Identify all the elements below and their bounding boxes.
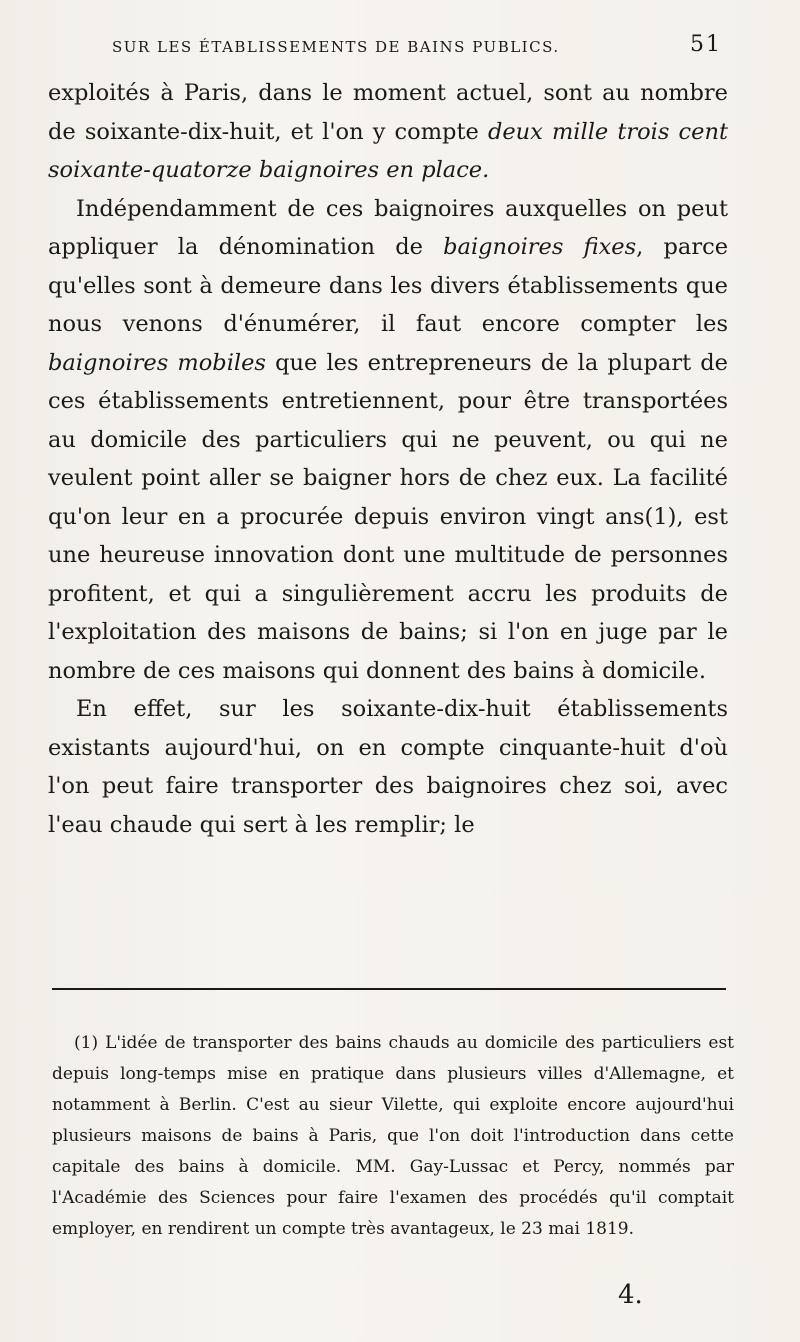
p2-italic-2: baignoires mobiles [48,349,266,376]
paragraph-3: En effet, sur les soixante-dix-huit établissements existants aujourd'hui, on en compte cinquante-huit d'où l'on peut faire transporter des baignoires chez soi, avec l'eau chaude qui sert à les remplir; le [48,696,728,838]
paragraph-2 [48,190,728,691]
footnote-1: (1) L'idée de transporter des bains chauds au domicile des particuliers est depuis long-temps mise en pratique dans plusieurs villes d'Allemagne, et notamment à Berlin. C'est au sieur Vilette, qui exploite encore aujourd'hui plusieurs maisons de bains à Paris, que l'on doit l'introduction dans cette capitale des bains à domicile. MM. Gay-Lussac et Percy, nommés par l'Académie des Sciences pour faire l'examen des procédés qu'il comptait employer, en rendirent un compte très avantageux, le 23 mai 1819. [52,1033,734,1239]
footnote-rule [52,988,726,990]
running-title: SUR LES ÉTABLISSEMENTS DE BAINS PUBLICS. [112,38,560,56]
p1-italic: deux mille trois cent soixante-quatorze baignoires en place. [48,118,728,183]
p2-text-3: que les entrepreneurs de la plupart de ces établissements entretiennent, pour être transportées au domicile des particuliers qui ne peuvent, ou qui ne veulent point aller se baigner hors de chez eux. La facilité qu'on leur en a procurée depuis environ vingt ans(1), est une heureuse innovation dont une multitude de personnes profitent, et qui a singulièrement accru les produits de l'exploitation des maisons de bains; si l'on en juge par le nombre de ces maisons qui donnent des bains à domicile. [48,349,728,684]
footnote-block [52,1028,734,1245]
signature-mark: 4. [618,1280,643,1310]
paragraph-1 [48,74,728,190]
p1-text: exploités à Paris, dans le moment actuel, sont au nombre de soixante-dix-huit, et l'on y compte [48,80,728,145]
page-number: 51 [690,32,722,57]
p2-italic-1: baignoires fixes [443,234,637,260]
p2-text-2: , parce qu'elles sont à demeure dans les divers établissements que nous venons d'énumérer, il faut encore compter les [48,234,729,337]
main-text [48,74,728,844]
running-header [112,32,722,62]
p2-text-1: Indépendamment de ces baignoires auxquelles on peut appliquer la dénomination de [48,195,728,260]
